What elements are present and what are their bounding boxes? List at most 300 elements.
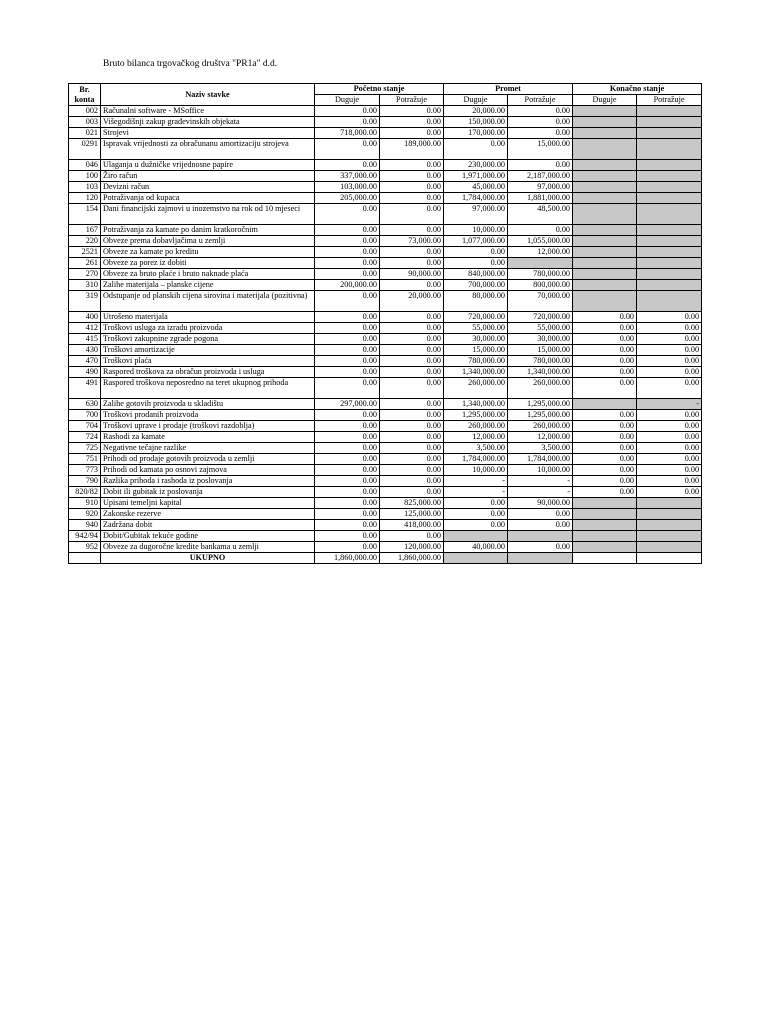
amount-cell: 0.00 — [315, 520, 380, 531]
amount-cell: 12,000.00 — [508, 247, 573, 258]
header-opening-balance: Početno stanje — [315, 84, 444, 95]
header-credit: Potražuje — [637, 95, 702, 106]
amount-cell: 0.00 — [573, 312, 637, 323]
amount-cell: 0.00 — [315, 509, 380, 520]
table-row — [69, 280, 702, 291]
amount-cell: 0.00 — [315, 291, 380, 312]
amount-cell — [573, 128, 637, 139]
amount-cell: 0.00 — [315, 269, 380, 280]
account-number-cell: 220 — [69, 236, 101, 247]
header-credit: Potražuje — [380, 95, 444, 106]
amount-cell: - — [637, 399, 702, 410]
table-row — [69, 432, 702, 443]
amount-cell: 0.00 — [315, 356, 380, 367]
account-number-cell: 751 — [69, 454, 101, 465]
account-number-cell: 940 — [69, 520, 101, 531]
table-row — [69, 542, 702, 553]
total-amount-cell — [444, 553, 508, 564]
amount-cell — [444, 531, 508, 542]
amount-cell: 0.00 — [573, 454, 637, 465]
amount-cell: 0.00 — [315, 367, 380, 378]
amount-cell: 0.00 — [637, 323, 702, 334]
amount-cell: 0.00 — [315, 312, 380, 323]
amount-cell: 150,000.00 — [444, 117, 508, 128]
table-row — [69, 258, 702, 269]
table-row — [69, 356, 702, 367]
amount-cell: 0.00 — [573, 410, 637, 421]
amount-cell: 170,000.00 — [444, 128, 508, 139]
amount-cell: 260,000.00 — [444, 421, 508, 432]
header-item-name: Naziv stavke — [101, 84, 315, 106]
amount-cell: 840,000.00 — [444, 269, 508, 280]
amount-cell — [573, 542, 637, 553]
amount-cell: 0.00 — [380, 182, 444, 193]
amount-cell: 0.00 — [637, 312, 702, 323]
account-number-cell: 120 — [69, 193, 101, 204]
amount-cell: 0.00 — [637, 432, 702, 443]
amount-cell: 125,000.00 — [380, 509, 444, 520]
amount-cell: 718,000.00 — [315, 128, 380, 139]
amount-cell — [637, 291, 702, 312]
table-row — [69, 204, 702, 225]
table-row — [69, 269, 702, 280]
amount-cell: - — [444, 476, 508, 487]
amount-cell: 0.00 — [315, 454, 380, 465]
account-number-cell: 270 — [69, 269, 101, 280]
account-number-cell: 002 — [69, 106, 101, 117]
amount-cell: 0.00 — [444, 509, 508, 520]
amount-cell: 0.00 — [380, 204, 444, 225]
table-row — [69, 323, 702, 334]
amount-cell: 48,500.00 — [508, 204, 573, 225]
amount-cell: 0.00 — [315, 139, 380, 160]
amount-cell: 720,000.00 — [508, 312, 573, 323]
item-name-cell: Troškovi zakupnine zgrade pogona — [101, 334, 315, 345]
amount-cell: 0.00 — [508, 542, 573, 553]
amount-cell: 0.00 — [573, 334, 637, 345]
amount-cell: 0.00 — [380, 280, 444, 291]
total-row — [69, 553, 702, 564]
amount-cell: 297,000.00 — [315, 399, 380, 410]
account-number-cell: 2521 — [69, 247, 101, 258]
amount-cell: 45,000.00 — [444, 182, 508, 193]
amount-cell: 0.00 — [315, 421, 380, 432]
amount-cell: 80,000.00 — [444, 291, 508, 312]
amount-cell — [573, 225, 637, 236]
amount-cell — [573, 280, 637, 291]
account-number-cell: 700 — [69, 410, 101, 421]
item-name-cell: Razlika prihoda i rashoda iz poslovanja — [101, 476, 315, 487]
amount-cell: 0.00 — [315, 117, 380, 128]
amount-cell: 0.00 — [637, 410, 702, 421]
amount-cell: 1,881,000.00 — [508, 193, 573, 204]
item-name-cell: Dobit ili gubitak iz poslovanja — [101, 487, 315, 498]
amount-cell — [637, 204, 702, 225]
amount-cell: 0.00 — [508, 160, 573, 171]
total-code-cell — [69, 553, 101, 564]
amount-cell — [508, 258, 573, 269]
amount-cell: 0.00 — [315, 258, 380, 269]
item-name-cell: Upisani temeljni kapital — [101, 498, 315, 509]
amount-cell: 189,000.00 — [380, 139, 444, 160]
total-amount-cell: 1,860,000.00 — [380, 553, 444, 564]
amount-cell: 3,500.00 — [508, 443, 573, 454]
amount-cell — [637, 171, 702, 182]
amount-cell: 0.00 — [380, 421, 444, 432]
amount-cell: 120,000.00 — [380, 542, 444, 553]
amount-cell: 0.00 — [444, 498, 508, 509]
table-row — [69, 225, 702, 236]
item-name-cell: Obveze prema dobavljačima u zemlji — [101, 236, 315, 247]
amount-cell: 0.00 — [508, 509, 573, 520]
item-name-cell: Strojevi — [101, 128, 315, 139]
item-name-cell: Zalihe materijala – planske cijene — [101, 280, 315, 291]
item-name-cell: Rashodi za kamate — [101, 432, 315, 443]
amount-cell: 0.00 — [380, 531, 444, 542]
item-name-cell: Zadržana dobit — [101, 520, 315, 531]
amount-cell: 90,000.00 — [508, 498, 573, 509]
amount-cell — [637, 128, 702, 139]
amount-cell — [637, 225, 702, 236]
table-row — [69, 345, 702, 356]
amount-cell: 0.00 — [508, 128, 573, 139]
amount-cell: 0.00 — [573, 356, 637, 367]
item-name-cell: Troškovi amortizacije — [101, 345, 315, 356]
item-name-cell: Obveze za dugoročne kredite bankama u zemlji — [101, 542, 315, 553]
amount-cell — [573, 182, 637, 193]
amount-cell: 1,295,000.00 — [508, 410, 573, 421]
item-name-cell: Troškovi plaća — [101, 356, 315, 367]
amount-cell: 0.00 — [315, 487, 380, 498]
amount-cell: 0.00 — [315, 542, 380, 553]
amount-cell: 15,000.00 — [444, 345, 508, 356]
amount-cell: 200,000.00 — [315, 280, 380, 291]
amount-cell: 0.00 — [380, 465, 444, 476]
table-row — [69, 291, 702, 312]
header-debit: Duguje — [444, 95, 508, 106]
table-row — [69, 312, 702, 323]
account-number-cell: 412 — [69, 323, 101, 334]
amount-cell: 1,340,000.00 — [444, 399, 508, 410]
amount-cell: 0.00 — [637, 454, 702, 465]
account-number-cell: 820/82 — [69, 487, 101, 498]
amount-cell: 260,000.00 — [508, 378, 573, 399]
amount-cell: 1,784,000.00 — [444, 193, 508, 204]
amount-cell: 0.00 — [380, 106, 444, 117]
account-number-cell: 773 — [69, 465, 101, 476]
table-row — [69, 128, 702, 139]
amount-cell: 0.00 — [380, 367, 444, 378]
amount-cell — [573, 531, 637, 542]
table-row — [69, 520, 702, 531]
amount-cell: 700,000.00 — [444, 280, 508, 291]
amount-cell: 0.00 — [315, 531, 380, 542]
amount-cell: 0.00 — [637, 465, 702, 476]
amount-cell: 55,000.00 — [444, 323, 508, 334]
amount-cell — [573, 160, 637, 171]
amount-cell: 0.00 — [637, 487, 702, 498]
amount-cell: 230,000.00 — [444, 160, 508, 171]
amount-cell: 1,784,000.00 — [508, 454, 573, 465]
amount-cell: 10,000.00 — [508, 465, 573, 476]
amount-cell: 0.00 — [315, 345, 380, 356]
amount-cell: 260,000.00 — [508, 421, 573, 432]
item-name-cell: Dani financijski zajmovi u inozemstvo na rok od 10 mjeseci — [101, 204, 315, 225]
amount-cell: 40,000.00 — [444, 542, 508, 553]
amount-cell: 103,000.00 — [315, 182, 380, 193]
amount-cell: 0.00 — [637, 378, 702, 399]
amount-cell: 800,000.00 — [508, 280, 573, 291]
amount-cell — [637, 542, 702, 553]
amount-cell: 780,000.00 — [508, 356, 573, 367]
amount-cell: 20,000.00 — [380, 291, 444, 312]
header-account-number: Br. konta — [69, 84, 101, 106]
amount-cell — [637, 236, 702, 247]
amount-cell: - — [508, 476, 573, 487]
amount-cell: 90,000.00 — [380, 269, 444, 280]
table-row — [69, 454, 702, 465]
amount-cell: 0.00 — [315, 334, 380, 345]
amount-cell: 0.00 — [573, 345, 637, 356]
table-row — [69, 498, 702, 509]
table-row — [69, 487, 702, 498]
amount-cell — [573, 269, 637, 280]
amount-cell: 0.00 — [573, 378, 637, 399]
table-row — [69, 531, 702, 542]
table-row — [69, 399, 702, 410]
amount-cell: 418,000.00 — [380, 520, 444, 531]
amount-cell: 0.00 — [380, 193, 444, 204]
trial-balance-table — [68, 83, 702, 564]
amount-cell: 15,000.00 — [508, 139, 573, 160]
amount-cell: 1,971,000.00 — [444, 171, 508, 182]
account-number-cell: 100 — [69, 171, 101, 182]
amount-cell: 0.00 — [508, 117, 573, 128]
account-number-cell: 103 — [69, 182, 101, 193]
amount-cell: 0.00 — [444, 139, 508, 160]
account-number-cell: 725 — [69, 443, 101, 454]
table-row — [69, 193, 702, 204]
table-row — [69, 117, 702, 128]
item-name-cell: Potraživanja od kupaca — [101, 193, 315, 204]
account-number-cell: 310 — [69, 280, 101, 291]
amount-cell — [637, 117, 702, 128]
amount-cell: 2,187,000.00 — [508, 171, 573, 182]
amount-cell: 0.00 — [573, 487, 637, 498]
amount-cell: 0.00 — [380, 410, 444, 421]
item-name-cell: Ispravak vrijednosti za obračunanu amortizaciju strojeva — [101, 139, 315, 160]
table-row — [69, 509, 702, 520]
item-name-cell: Obveze za porez iz dobiti — [101, 258, 315, 269]
amount-cell: 0.00 — [380, 312, 444, 323]
table-row — [69, 421, 702, 432]
header-turnover: Promet — [444, 84, 573, 95]
account-number-cell: 430 — [69, 345, 101, 356]
amount-cell: 0.00 — [380, 323, 444, 334]
item-name-cell: Troškovi usluga za izradu proizvoda — [101, 323, 315, 334]
table-row — [69, 378, 702, 399]
item-name-cell: Ulaganja u dužničke vrijednosne papire — [101, 160, 315, 171]
account-number-cell: 724 — [69, 432, 101, 443]
amount-cell — [573, 509, 637, 520]
table-row — [69, 182, 702, 193]
amount-cell: 0.00 — [315, 225, 380, 236]
amount-cell: 0.00 — [444, 247, 508, 258]
amount-cell: 0.00 — [573, 323, 637, 334]
item-name-cell: Troškovi uprave i prodaje (troškovi razdoblja) — [101, 421, 315, 432]
table-row — [69, 139, 702, 160]
table-row — [69, 236, 702, 247]
amount-cell: 0.00 — [315, 443, 380, 454]
amount-cell: 780,000.00 — [444, 356, 508, 367]
amount-cell: 0.00 — [508, 520, 573, 531]
amount-cell: 3,500.00 — [444, 443, 508, 454]
amount-cell: 0.00 — [315, 106, 380, 117]
amount-cell — [637, 269, 702, 280]
amount-cell: 0.00 — [637, 367, 702, 378]
total-amount-cell — [573, 553, 637, 564]
amount-cell — [573, 139, 637, 160]
amount-cell: - — [444, 487, 508, 498]
amount-cell: 0.00 — [315, 432, 380, 443]
header-closing-balance: Konačno stanje — [573, 84, 702, 95]
amount-cell: 0.00 — [380, 225, 444, 236]
header-debit: Duguje — [315, 95, 380, 106]
amount-cell: 12,000.00 — [508, 432, 573, 443]
account-number-cell: 920 — [69, 509, 101, 520]
amount-cell: 0.00 — [380, 258, 444, 269]
amount-cell: 0.00 — [315, 204, 380, 225]
amount-cell — [637, 520, 702, 531]
account-number-cell: 154 — [69, 204, 101, 225]
amount-cell: 0.00 — [573, 421, 637, 432]
account-number-cell: 0291 — [69, 139, 101, 160]
amount-cell: 70,000.00 — [508, 291, 573, 312]
amount-cell — [573, 204, 637, 225]
amount-cell — [573, 117, 637, 128]
item-name-cell: Prihodi od kamata po osnovi zajmova — [101, 465, 315, 476]
amount-cell: 97,000.00 — [508, 182, 573, 193]
amount-cell — [637, 247, 702, 258]
amount-cell — [637, 106, 702, 117]
item-name-cell: Obveze za kamate po kreditu — [101, 247, 315, 258]
account-number-cell: 704 — [69, 421, 101, 432]
amount-cell — [573, 291, 637, 312]
amount-cell — [573, 193, 637, 204]
amount-cell — [637, 280, 702, 291]
amount-cell — [637, 193, 702, 204]
amount-cell — [637, 258, 702, 269]
table-row — [69, 160, 702, 171]
amount-cell: 0.00 — [444, 520, 508, 531]
item-name-cell: Prihodi od prodaje gotovih proizvoda u zemlji — [101, 454, 315, 465]
account-number-cell: 952 — [69, 542, 101, 553]
amount-cell: 0.00 — [315, 410, 380, 421]
amount-cell: 780,000.00 — [508, 269, 573, 280]
amount-cell: 73,000.00 — [380, 236, 444, 247]
table-row — [69, 334, 702, 345]
amount-cell: 0.00 — [315, 236, 380, 247]
amount-cell: 0.00 — [380, 443, 444, 454]
item-name-cell: Utrošeno materijala — [101, 312, 315, 323]
account-number-cell: 630 — [69, 399, 101, 410]
amount-cell: 260,000.00 — [444, 378, 508, 399]
total-amount-cell — [637, 553, 702, 564]
amount-cell: 1,295,000.00 — [508, 399, 573, 410]
amount-cell — [637, 498, 702, 509]
amount-cell — [573, 236, 637, 247]
table-row — [69, 367, 702, 378]
document-title: Bruto bilanca trgovačkog društva "PR1a" d.d. — [103, 59, 278, 69]
item-name-cell: Obveze za bruto plaće i bruto naknade plaća — [101, 269, 315, 280]
amount-cell — [637, 139, 702, 160]
item-name-cell: Višegodišnji zakup građevinskih objekata — [101, 117, 315, 128]
amount-cell: 1,340,000.00 — [444, 367, 508, 378]
account-number-cell: 470 — [69, 356, 101, 367]
table-row — [69, 465, 702, 476]
table-body — [69, 106, 702, 564]
item-name-cell: Žiro račun — [101, 171, 315, 182]
amount-cell: 1,295,000.00 — [444, 410, 508, 421]
amount-cell: 30,000.00 — [444, 334, 508, 345]
amount-cell: 0.00 — [637, 345, 702, 356]
amount-cell: 0.00 — [573, 432, 637, 443]
amount-cell: 0.00 — [380, 454, 444, 465]
amount-cell: 0.00 — [315, 160, 380, 171]
amount-cell: 0.00 — [573, 476, 637, 487]
amount-cell: 0.00 — [380, 487, 444, 498]
table-row — [69, 106, 702, 117]
amount-cell — [573, 498, 637, 509]
amount-cell: 0.00 — [380, 160, 444, 171]
amount-cell: 0.00 — [380, 171, 444, 182]
amount-cell: 1,077,000.00 — [444, 236, 508, 247]
amount-cell: 0.00 — [508, 225, 573, 236]
total-label: UKUPNO — [101, 553, 315, 564]
amount-cell: 825,000.00 — [380, 498, 444, 509]
amount-cell: 20,000.00 — [444, 106, 508, 117]
amount-cell — [508, 531, 573, 542]
amount-cell: 0.00 — [508, 106, 573, 117]
table-row — [69, 476, 702, 487]
amount-cell: 10,000.00 — [444, 465, 508, 476]
item-name-cell: Dobit/Gubitak tekuće godine — [101, 531, 315, 542]
amount-cell — [573, 247, 637, 258]
amount-cell: 0.00 — [573, 443, 637, 454]
amount-cell: 55,000.00 — [508, 323, 573, 334]
account-number-cell: 910 — [69, 498, 101, 509]
amount-cell — [637, 160, 702, 171]
amount-cell: 1,784,000.00 — [444, 454, 508, 465]
account-number-cell: 021 — [69, 128, 101, 139]
amount-cell: 0.00 — [315, 498, 380, 509]
amount-cell: 205,000.00 — [315, 193, 380, 204]
item-name-cell: Odstupanje od planskih cijena sirovina i materijala (pozitivna) — [101, 291, 315, 312]
account-number-cell: 942/94 — [69, 531, 101, 542]
table-row — [69, 247, 702, 258]
item-name-cell: Troškovi prodanih proizvoda — [101, 410, 315, 421]
header-credit: Potražuje — [508, 95, 573, 106]
amount-cell: 0.00 — [380, 399, 444, 410]
amount-cell: 1,340,000.00 — [508, 367, 573, 378]
amount-cell: 0.00 — [637, 356, 702, 367]
item-name-cell: Devizni račun — [101, 182, 315, 193]
account-number-cell: 046 — [69, 160, 101, 171]
amount-cell — [637, 182, 702, 193]
amount-cell: 720,000.00 — [444, 312, 508, 323]
item-name-cell: Računalni software - MSoffice — [101, 106, 315, 117]
item-name-cell: Zalihe gotovih proizvoda u skladištu — [101, 399, 315, 410]
